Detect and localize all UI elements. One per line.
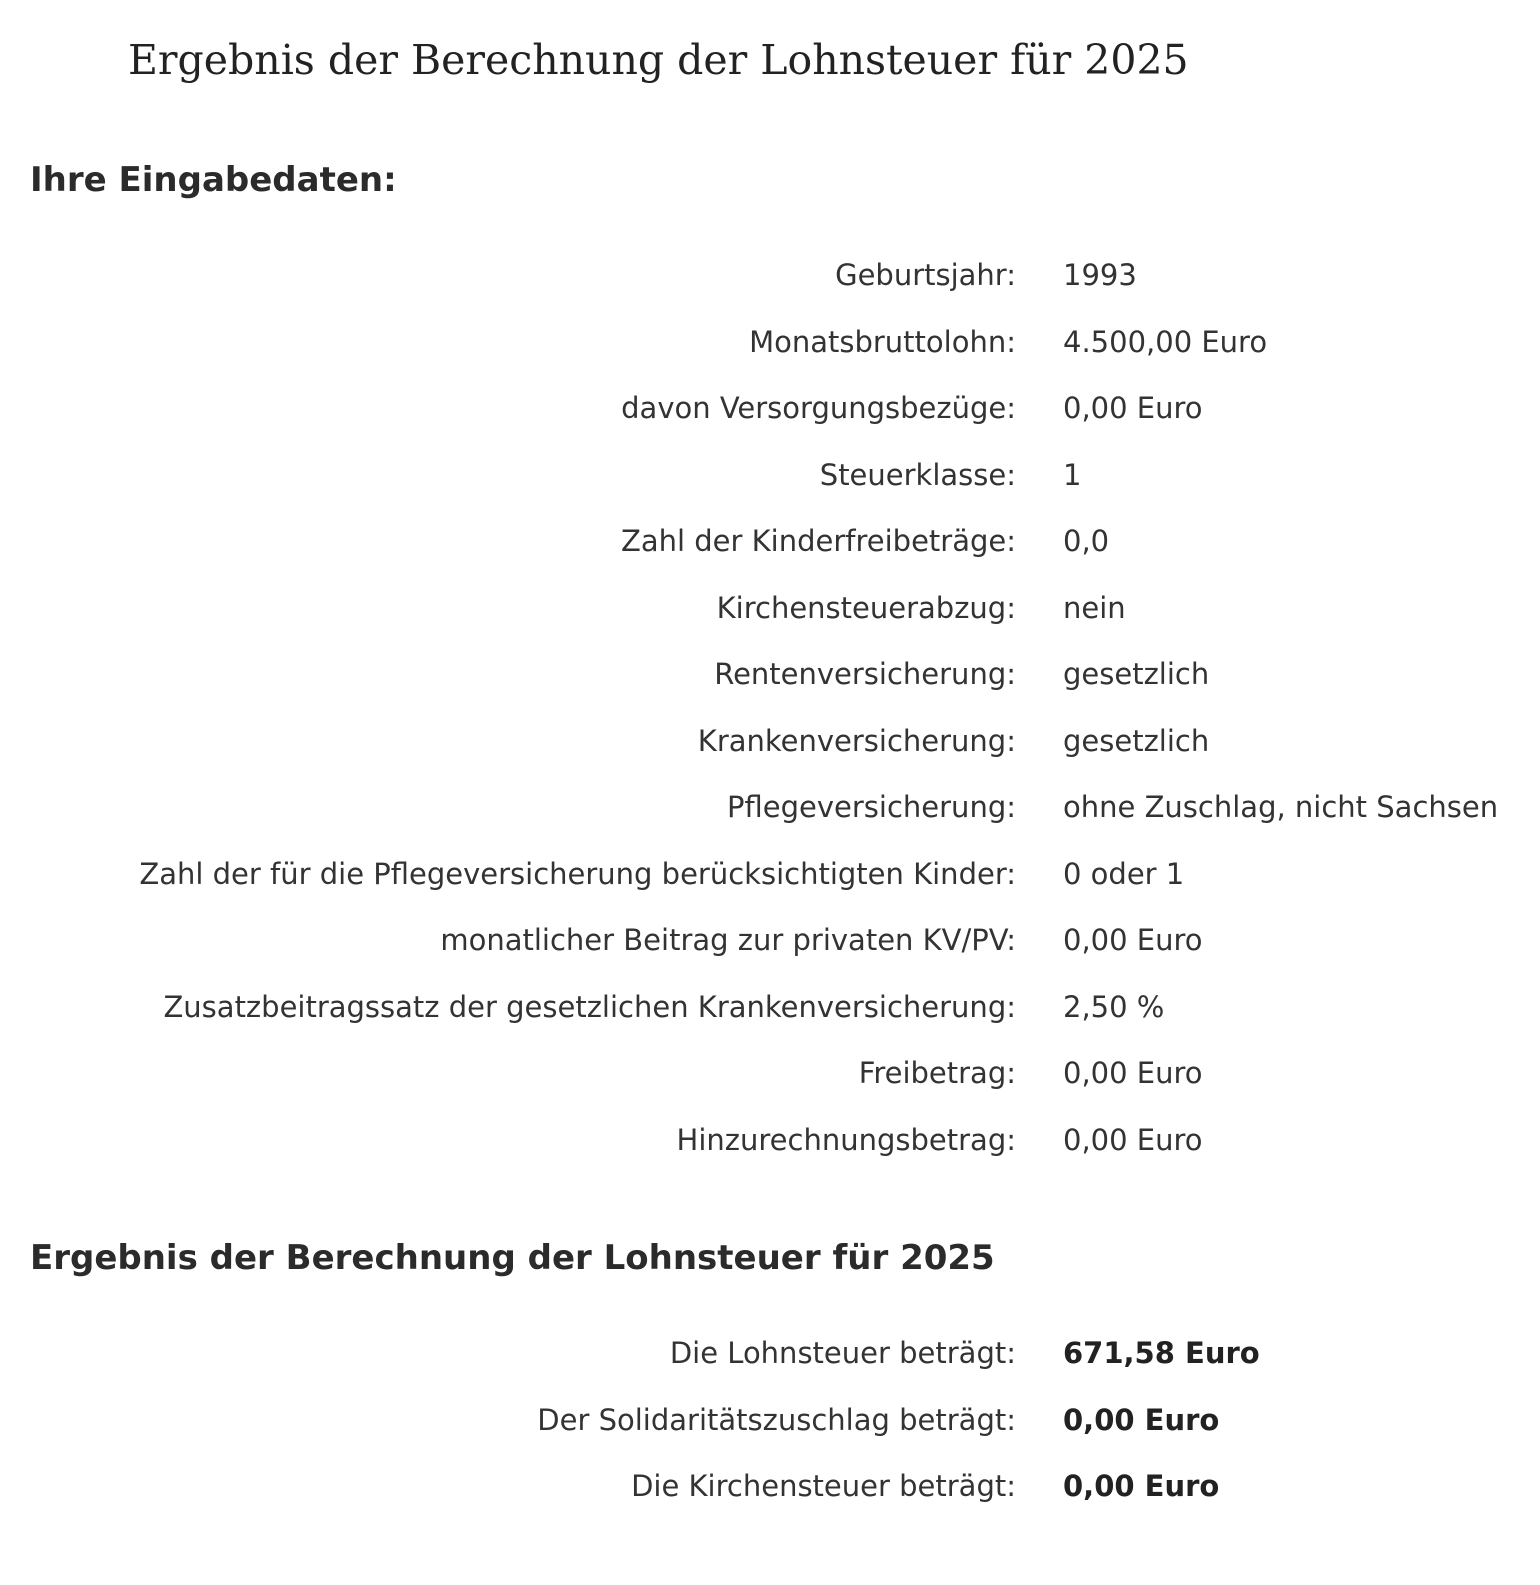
result-value: 671,58 Euro bbox=[1063, 1336, 1260, 1370]
input-value: 2,50 % bbox=[1063, 989, 1165, 1024]
input-row-kinderfreibetraege bbox=[0, 508, 1540, 575]
input-value: gesetzlich bbox=[1063, 657, 1210, 691]
input-row-private-kv-pv bbox=[0, 907, 1540, 974]
input-value: gesetzlich bbox=[1063, 723, 1210, 758]
input-row-monatsbruttolohn bbox=[0, 309, 1540, 376]
input-label: Rentenversicherung: bbox=[714, 657, 1016, 691]
input-row-freibetrag bbox=[0, 1040, 1540, 1107]
result-value: 0,00 Euro bbox=[1063, 1469, 1220, 1503]
input-label: monatlicher Beitrag zur privaten KV/PV: bbox=[440, 923, 1016, 957]
input-label: davon Versorgungsbezüge: bbox=[621, 391, 1016, 425]
input-row-geburtsjahr bbox=[0, 242, 1540, 309]
input-row-krankenversicherung bbox=[0, 708, 1540, 775]
input-label: Hinzurechnungsbetrag: bbox=[676, 1122, 1016, 1157]
input-row-zusatzbeitragssatz bbox=[0, 974, 1540, 1041]
input-value: 0,00 Euro bbox=[1063, 923, 1203, 957]
input-label: Freibetrag: bbox=[858, 1056, 1016, 1090]
result-label: Der Solidaritätszuschlag beträgt: bbox=[537, 1402, 1016, 1437]
result-value: 0,00 Euro bbox=[1063, 1402, 1220, 1437]
input-section-heading: Ihre Eingabedaten: bbox=[30, 160, 397, 200]
input-label: Geburtsjahr: bbox=[835, 258, 1016, 292]
input-label: Zahl der Kinderfreibeträge: bbox=[620, 524, 1016, 558]
result-section-heading: Ergebnis der Berechnung der Lohnsteuer für 2025 bbox=[30, 1238, 995, 1278]
input-value: 0 oder 1 bbox=[1063, 856, 1185, 891]
input-value: 0,00 Euro bbox=[1063, 1056, 1203, 1090]
input-value: 0,0 bbox=[1063, 524, 1110, 558]
input-value: 0,00 Euro bbox=[1063, 391, 1203, 425]
input-value: nein bbox=[1063, 590, 1126, 625]
input-value: 4.500,00 Euro bbox=[1063, 324, 1268, 359]
input-row-rentenversicherung bbox=[0, 641, 1540, 708]
input-label: Monatsbruttolohn: bbox=[749, 324, 1016, 359]
input-label: Zusatzbeitragssatz der gesetzlichen Krankenversicherung: bbox=[163, 989, 1016, 1024]
input-row-pv-kinder bbox=[0, 841, 1540, 908]
input-label: Steuerklasse: bbox=[819, 457, 1016, 492]
input-row-hinzurechnungsbetrag bbox=[0, 1107, 1540, 1174]
page-title: Ergebnis der Berechnung der Lohnsteuer für 2025 bbox=[128, 36, 1189, 84]
result-row-kirchensteuer bbox=[0, 1453, 1540, 1520]
result-label: Die Kirchensteuer beträgt: bbox=[631, 1469, 1016, 1503]
input-label: Pflegeversicherung: bbox=[727, 790, 1016, 824]
input-row-pflegeversicherung bbox=[0, 774, 1540, 841]
input-row-versorgungsbezuege bbox=[0, 375, 1540, 442]
input-value: 1 bbox=[1063, 457, 1082, 492]
result-row-solidaritaetszuschlag bbox=[0, 1387, 1540, 1454]
input-label: Zahl der für die Pflegeversicherung berücksichtigten Kinder: bbox=[139, 856, 1016, 891]
input-value: 1993 bbox=[1063, 258, 1137, 292]
input-row-steuerklasse bbox=[0, 442, 1540, 509]
result-data-list bbox=[0, 1320, 1540, 1520]
input-value: 0,00 Euro bbox=[1063, 1122, 1203, 1157]
result-row-lohnsteuer bbox=[0, 1320, 1540, 1387]
input-value: ohne Zuschlag, nicht Sachsen bbox=[1063, 790, 1499, 824]
input-row-kirchensteuerabzug bbox=[0, 575, 1540, 642]
result-label: Die Lohnsteuer beträgt: bbox=[669, 1336, 1016, 1370]
input-label: Kirchensteuerabzug: bbox=[716, 590, 1016, 625]
input-label: Krankenversicherung: bbox=[697, 723, 1016, 758]
input-data-list bbox=[0, 242, 1540, 1173]
